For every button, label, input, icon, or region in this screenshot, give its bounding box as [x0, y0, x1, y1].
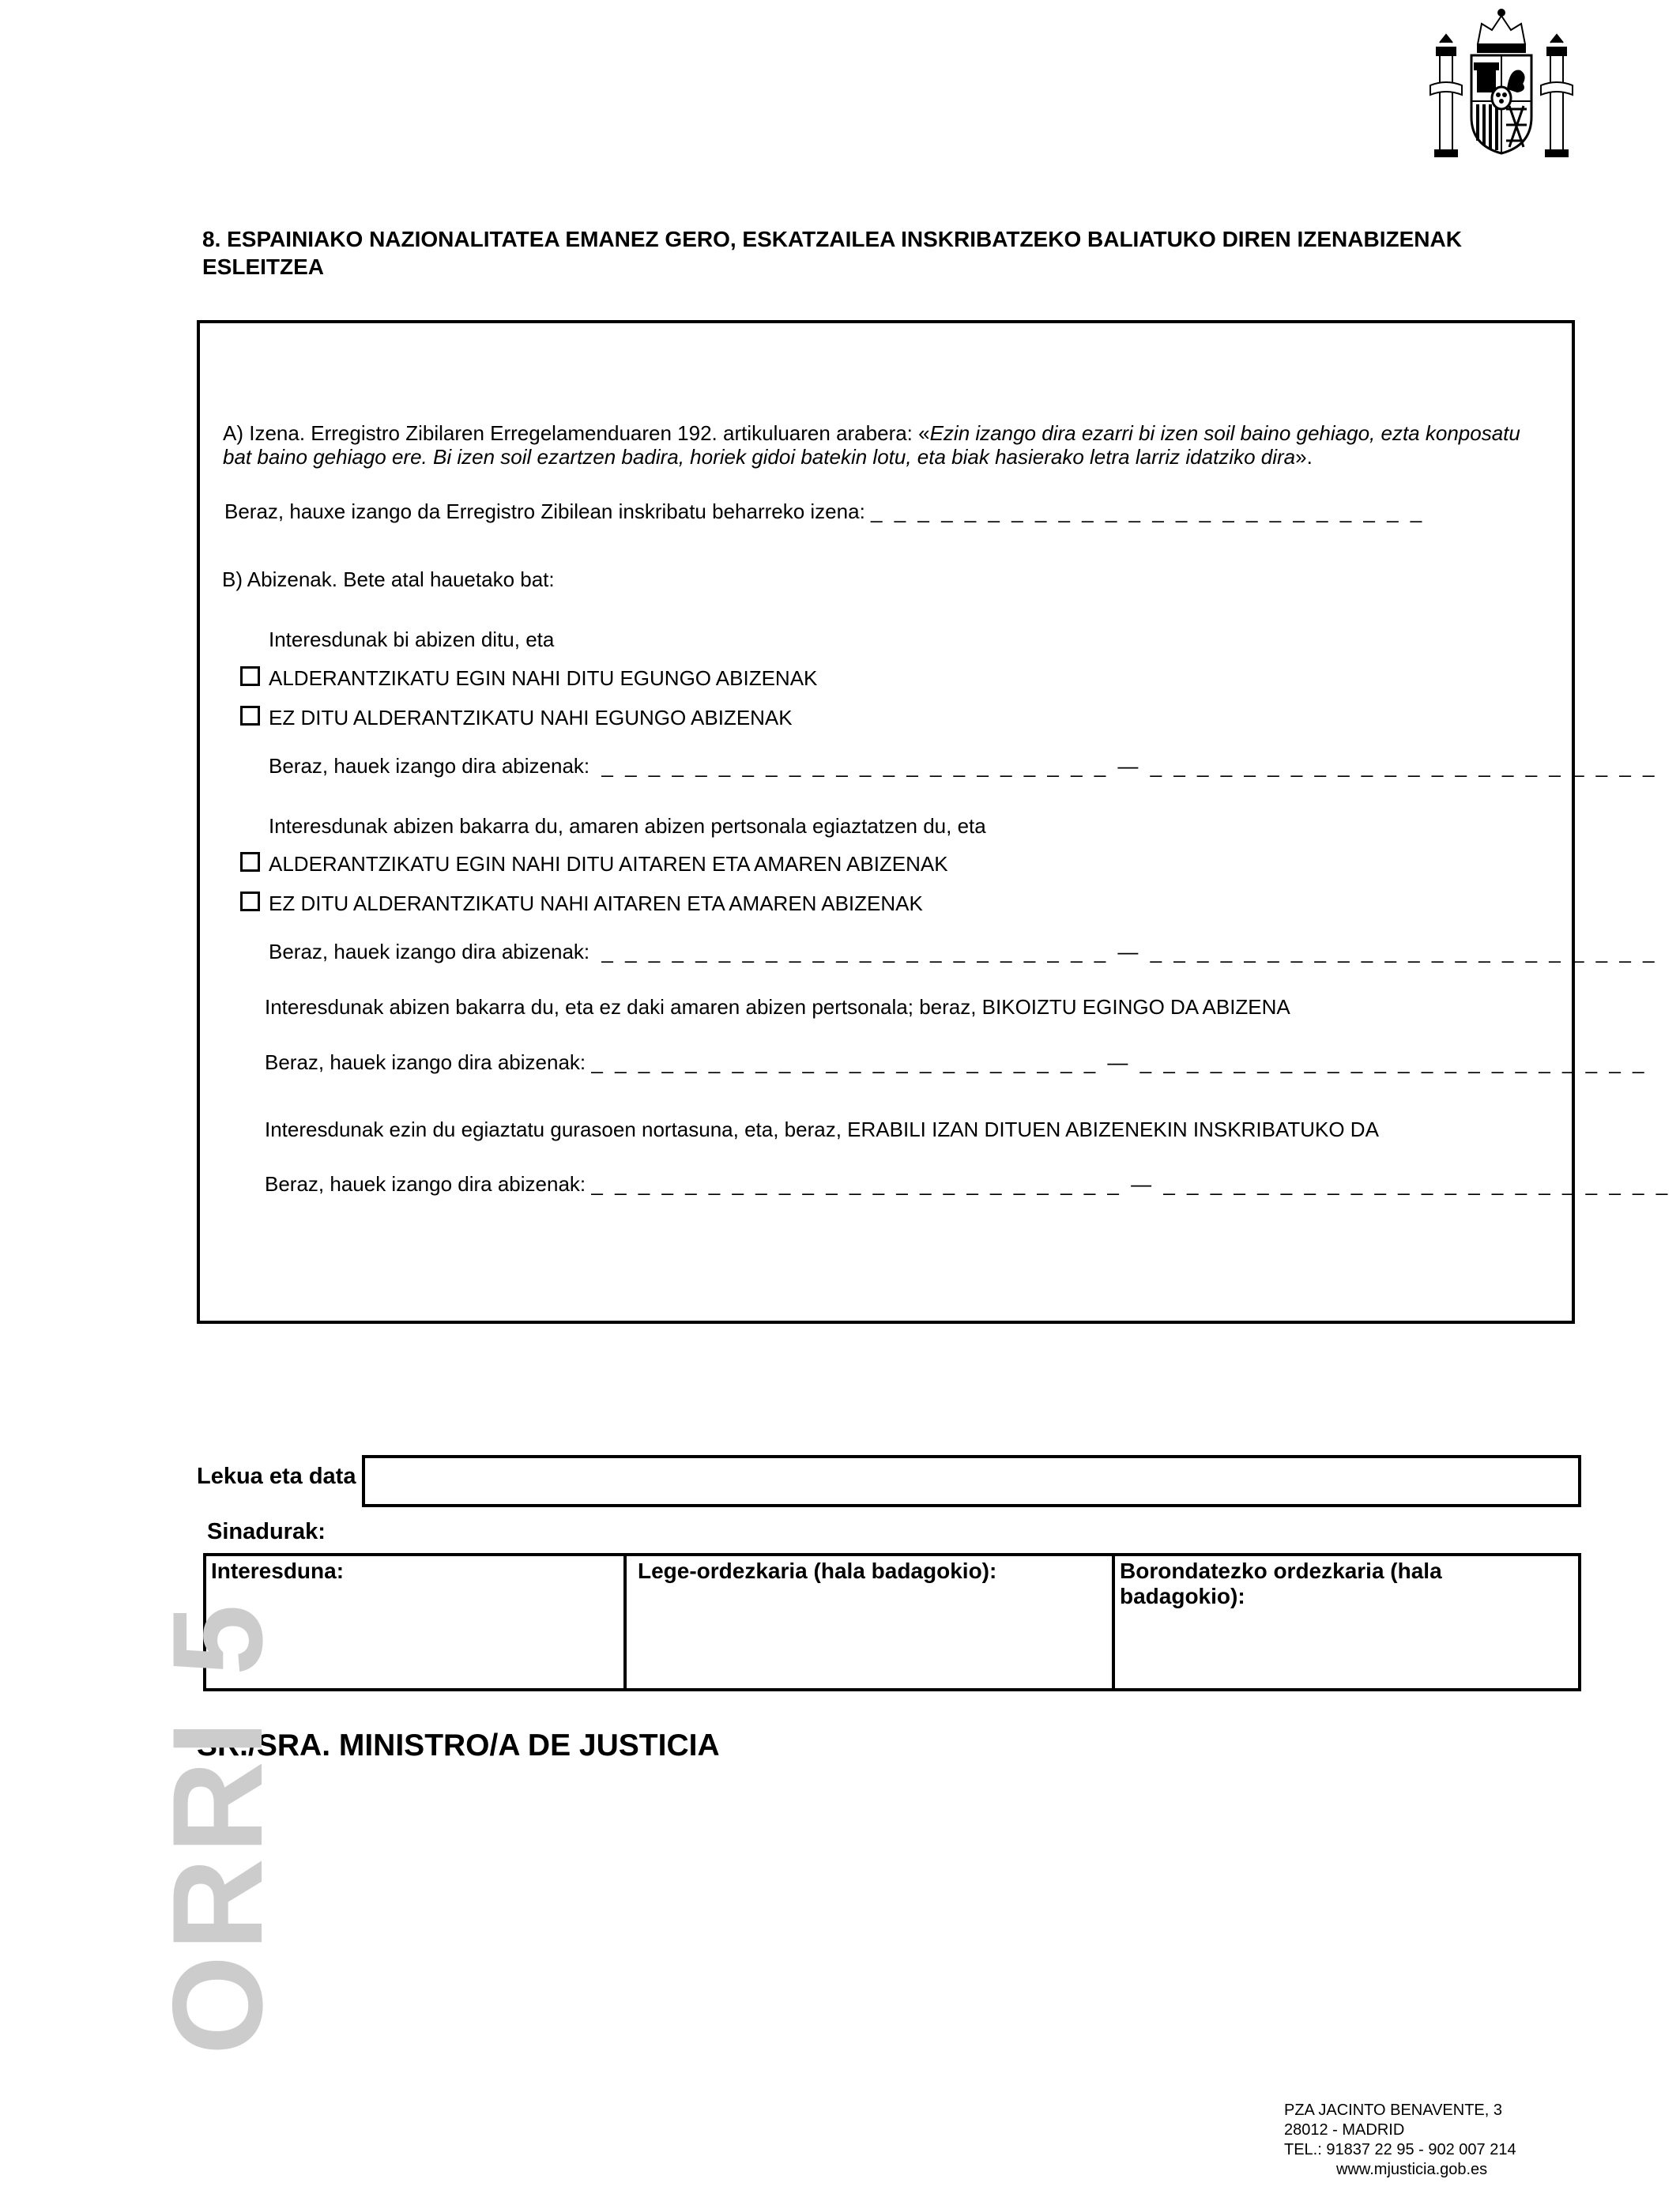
case1-result-label: Beraz, hauek izango dira abizenak:	[269, 754, 590, 778]
section-title: 8. ESPAINIAKO NAZIONALITATEA EMANEZ GERO, ESKATZAILEA INSKRIBATZEKO BALIATUKO DIREN IZENABIZENAK ESLEITZEA	[202, 227, 1462, 279]
addressee: SR./SRA. MINISTRO/A DE JUSTICIA	[197, 1728, 720, 1762]
place-date-field[interactable]	[362, 1455, 1581, 1507]
case1-option2-checkbox[interactable]	[240, 706, 260, 726]
signature-cell-legal-rep[interactable]	[627, 1556, 1115, 1688]
case2-result-label: Beraz, hauek izango dira abizenak:	[269, 940, 590, 963]
section-a-text	[223, 421, 1550, 469]
signature-header-applicant: Interesduna:	[211, 1559, 345, 1583]
case4-result-line	[265, 1172, 1671, 1196]
case1-option1-label: ALDERANTZIKATU EGIN NAHI DITU EGUNGO ABIZENAK	[269, 666, 818, 690]
section-a-intro: A) Izena. Erregistro Zibilaren Erregelamenduaren 192. artikuluaren arabera: «	[223, 421, 930, 445]
section-a-quote: Ezin izango dira ezarri bi izen soil baino gehiago, ezta konposatu bat baino gehiago ere. Bi izen soil ezartzen badira, horiek gidoi batekin lotu, eta biak hasierako letra larriz idatziko dira	[223, 421, 1520, 469]
address-website[interactable]: www.mjusticia.gob.es	[1336, 2161, 1488, 2178]
coat-of-arms-icon	[1422, 6, 1580, 161]
case1-result-line	[269, 754, 1657, 778]
section-a-close: ».	[1295, 445, 1313, 469]
case1-option1-checkbox[interactable]	[240, 666, 260, 686]
address-line2: 28012 - MADRID	[1284, 2121, 1405, 2139]
name-blank[interactable]: _ _ _ _ _ _ _ _ _ _ _ _ _ _ _ _ _ _ _ _ _ _ _ _	[871, 499, 1426, 523]
case2-option1-label: ALDERANTZIKATU EGIN NAHI DITU AITAREN ETA AMAREN ABIZENAK	[269, 852, 948, 876]
case3-result-line	[265, 1050, 1647, 1074]
case4-intro: Interesdunak ezin du egiaztatu gurasoen nortasuna, eta, beraz, ERABILI IZAN DITUEN ABIZENEKIN INSKRIBATUKO DA	[265, 1118, 1379, 1141]
case2-option1-checkbox[interactable]	[240, 852, 260, 872]
case3-surnames-blank[interactable]: _ _ _ _ _ _ _ _ _ _ _ _ _ _ _ _ _ _ _ _ _ _ — _ _ _ _ _ _ _ _ _ _ _ _ _ _ _ _ _ _ _ _ _ _	[591, 1050, 1648, 1074]
case3-intro: Interesdunak abizen bakarra du, eta ez daki amaren abizen pertsonala; beraz, BIKOIZTU EGINGO DA ABIZENA	[265, 995, 1290, 1019]
case2-surnames-blank[interactable]: _ _ _ _ _ _ _ _ _ _ _ _ _ _ _ _ _ _ _ _ _ _ — _ _ _ _ _ _ _ _ _ _ _ _ _ _ _ _ _ _ _ _ _ _	[601, 940, 1658, 963]
place-date-label: Lekua eta data	[197, 1464, 356, 1489]
case1-intro: Interesdunak bi abizen ditu, eta	[269, 628, 555, 651]
case2-result-line	[269, 940, 1657, 963]
case4-surnames-blank[interactable]: _ _ _ _ _ _ _ _ _ _ _ _ _ _ _ _ _ _ _ _ _ _ _ — _ _ _ _ _ _ _ _ _ _ _ _ _ _ _ _ _ _ _ _ _ _	[591, 1172, 1671, 1196]
name-label: Beraz, hauxe izango da Erregistro Zibilean inskribatu beharreko izena:	[224, 499, 865, 523]
signature-table	[203, 1553, 1581, 1691]
case3-result-label: Beraz, hauek izango dira abizenak:	[265, 1050, 586, 1074]
address-line1: PZA JACINTO BENAVENTE, 3	[1284, 2102, 1502, 2119]
case1-surnames-blank[interactable]: _ _ _ _ _ _ _ _ _ _ _ _ _ _ _ _ _ _ _ _ _ _ — _ _ _ _ _ _ _ _ _ _ _ _ _ _ _ _ _ _ _ _ _ _	[601, 754, 1658, 778]
case2-option2-label: EZ DITU ALDERANTZIKATU NAHI AITAREN ETA AMAREN ABIZENAK	[269, 892, 923, 915]
case1-option2-label: EZ DITU ALDERANTZIKATU NAHI EGUNGO ABIZENAK	[269, 706, 793, 729]
footer-address	[1284, 2101, 1516, 2180]
signature-cell-voluntary-rep[interactable]	[1115, 1556, 1578, 1688]
signature-header-legal-rep: Lege-ordezkaria (hala badagokio):	[638, 1559, 997, 1583]
sheet-label: ORRI 5	[146, 1600, 289, 2056]
section-b-title: B) Abizenak. Bete atal hauetako bat:	[222, 567, 555, 591]
case4-result-label: Beraz, hauek izango dira abizenak:	[265, 1172, 586, 1196]
case2-intro: Interesdunak abizen bakarra du, amaren abizen pertsonala egiaztatzen du, eta	[269, 814, 986, 838]
signature-header-voluntary-rep: Borondatezko ordezkaria (hala badagokio):	[1120, 1559, 1442, 1608]
name-line	[224, 499, 1425, 523]
signatures-label: Sinadurak:	[207, 1519, 326, 1544]
case2-option2-checkbox[interactable]	[240, 892, 260, 911]
address-phone: TEL.: 91837 22 95 - 902 007 214	[1284, 2141, 1516, 2158]
